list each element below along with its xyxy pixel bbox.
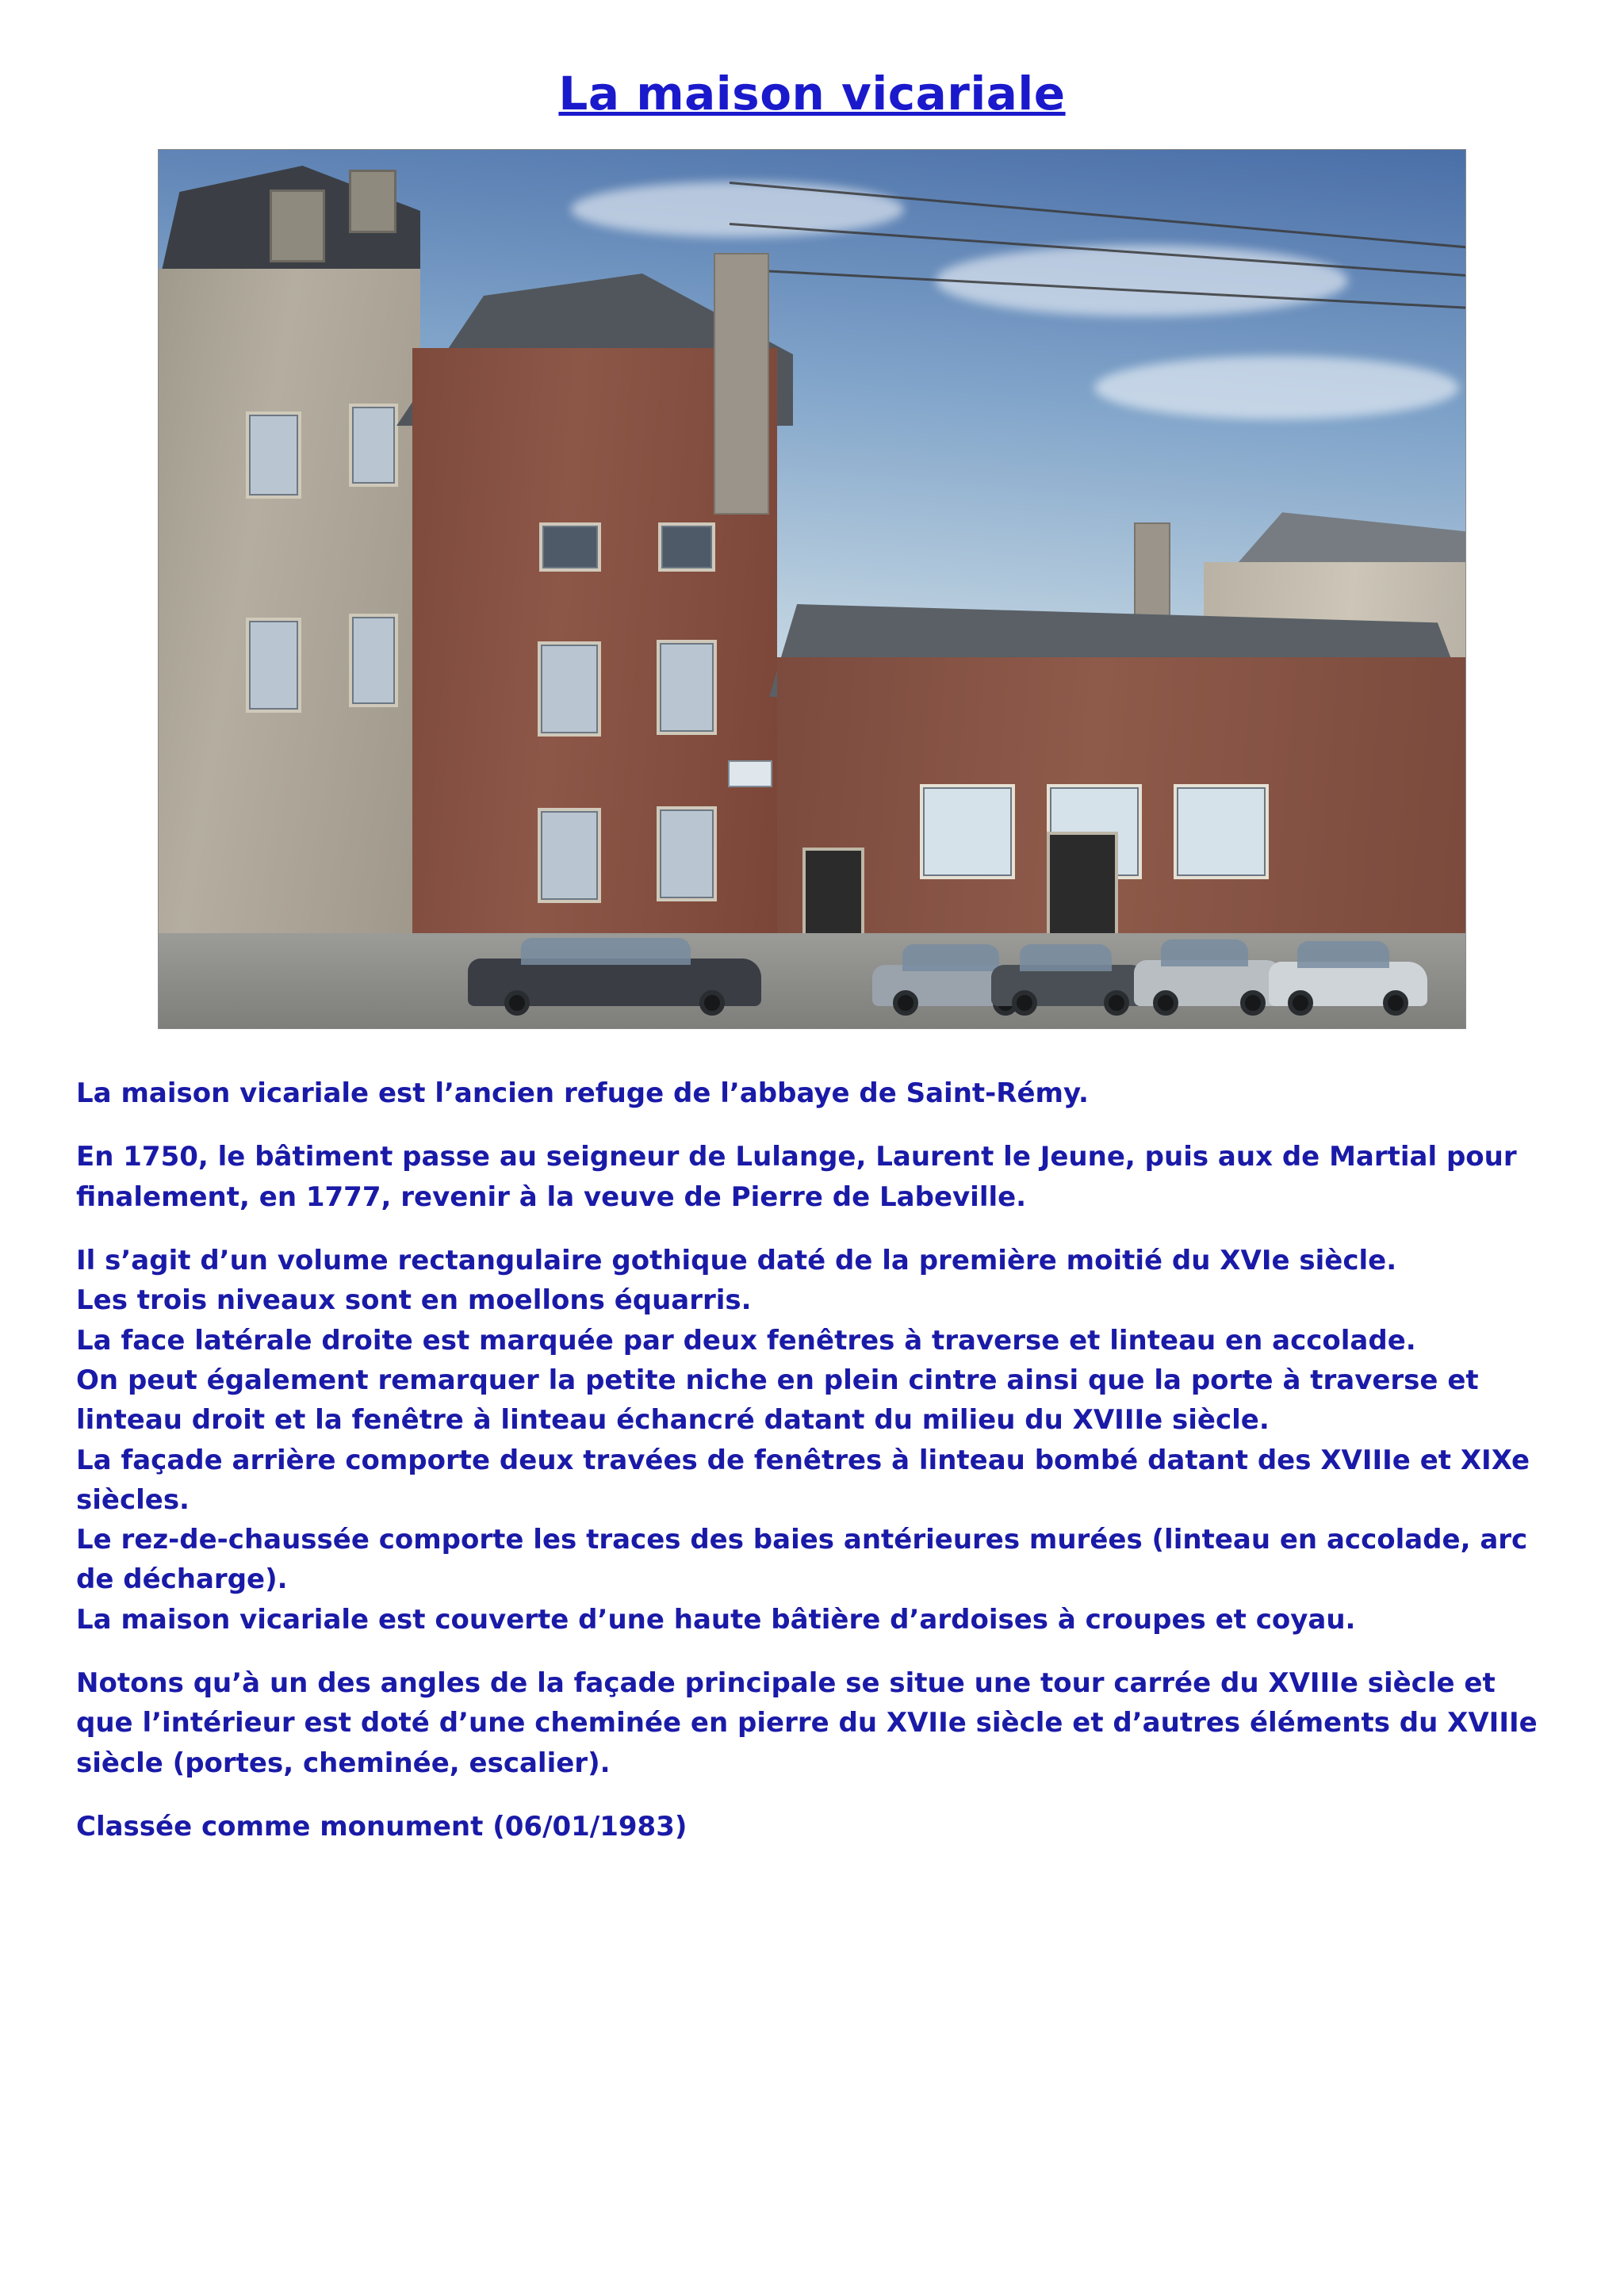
street-sign bbox=[728, 760, 772, 787]
car-wheel bbox=[1288, 990, 1313, 1016]
tower-window bbox=[246, 411, 301, 499]
text-line: La maison vicariale est couverte d’une haute bâtière d’ardoises à croupes et coyau. bbox=[76, 1603, 1356, 1636]
paragraph-historique bbox=[76, 1137, 1548, 1217]
main-window bbox=[539, 522, 601, 572]
car-wheel bbox=[1153, 990, 1178, 1016]
dormer-window bbox=[349, 170, 396, 233]
tower-window bbox=[349, 404, 398, 487]
text-line: La face latérale droite est marquée par deux fenêtres à traverse et linteau en accolade. bbox=[76, 1324, 1416, 1357]
paragraph-description bbox=[76, 1241, 1548, 1640]
car-cabin bbox=[1161, 939, 1248, 966]
text-line: Le rez-de-chaussée comporte les traces des baies antérieures murées (linteau en accolade, arc de décharge). bbox=[76, 1524, 1528, 1596]
text-line: Les trois niveaux sont en moellons équarris. bbox=[76, 1284, 752, 1317]
car-wheel bbox=[699, 990, 725, 1016]
car-wheel bbox=[1240, 990, 1266, 1016]
car-cabin bbox=[902, 944, 999, 971]
text-line: Il s’agit d’un volume rectangulaire gothique daté de la première moitié du XVIe siècle. bbox=[76, 1244, 1397, 1276]
paragraph-classement bbox=[76, 1807, 1548, 1846]
paragraph-intro bbox=[76, 1073, 1548, 1113]
car-cabin bbox=[521, 938, 691, 965]
dormer-window bbox=[270, 189, 325, 262]
text-line: Classée comme monument (06/01/1983) bbox=[76, 1811, 688, 1843]
main-window bbox=[538, 808, 601, 903]
main-window bbox=[657, 806, 717, 901]
tower-window bbox=[349, 614, 398, 707]
chimney bbox=[714, 253, 769, 515]
main-window bbox=[538, 641, 601, 737]
wing-window bbox=[1174, 784, 1269, 879]
car-cabin bbox=[1297, 941, 1389, 968]
car-wheel bbox=[1383, 990, 1408, 1016]
parked-car bbox=[1269, 962, 1427, 1006]
car-wheel bbox=[504, 990, 530, 1016]
car-cabin bbox=[1020, 944, 1112, 971]
text-line: La façade arrière comporte deux travées de fenêtres à linteau bombé datant des XVIIIe et XIXe siècles. bbox=[76, 1444, 1530, 1516]
car-wheel bbox=[1012, 990, 1037, 1016]
text-line: En 1750, le bâtiment passe au seigneur de Lulange, Laurent le Jeune, puis aux de Martial pour finalement, en 1777, revenir à la veuve de Pierre de Labeville. bbox=[76, 1141, 1517, 1213]
wing-window bbox=[920, 784, 1015, 879]
photo-figure bbox=[158, 149, 1466, 1029]
text-line: Notons qu’à un des angles de la façade principale se situe une tour carrée du XVIIIe siècle et que l’intérieur est doté d’une cheminée en pierre du XVIIe siècle et d’autres éléments du XVIIIe siècle (portes, cheminée, escalier). bbox=[76, 1667, 1538, 1779]
main-window bbox=[658, 522, 715, 572]
text-line: On peut également remarquer la petite niche en plein cintre ainsi que la porte à traverse et linteau droit et la fenêtre à linteau échancré datant du milieu du XVIIIe siècle. bbox=[76, 1364, 1479, 1437]
cloud-shape bbox=[571, 182, 904, 237]
parked-car bbox=[1134, 960, 1285, 1006]
main-window bbox=[657, 640, 717, 735]
paragraph-remarques bbox=[76, 1663, 1548, 1783]
parked-car bbox=[991, 965, 1150, 1006]
cloud-shape bbox=[1094, 356, 1459, 419]
parked-car bbox=[468, 959, 761, 1006]
text-line: La maison vicariale est l’ancien refuge de l’abbaye de Saint-Rémy. bbox=[76, 1077, 1089, 1109]
car-wheel bbox=[893, 990, 918, 1016]
article-body bbox=[76, 1073, 1548, 1846]
car-wheel bbox=[1104, 990, 1129, 1016]
building-photo bbox=[158, 149, 1466, 1029]
page-title: La maison vicariale bbox=[558, 67, 1066, 121]
cloud-shape bbox=[936, 245, 1348, 316]
tower-window bbox=[246, 618, 301, 713]
